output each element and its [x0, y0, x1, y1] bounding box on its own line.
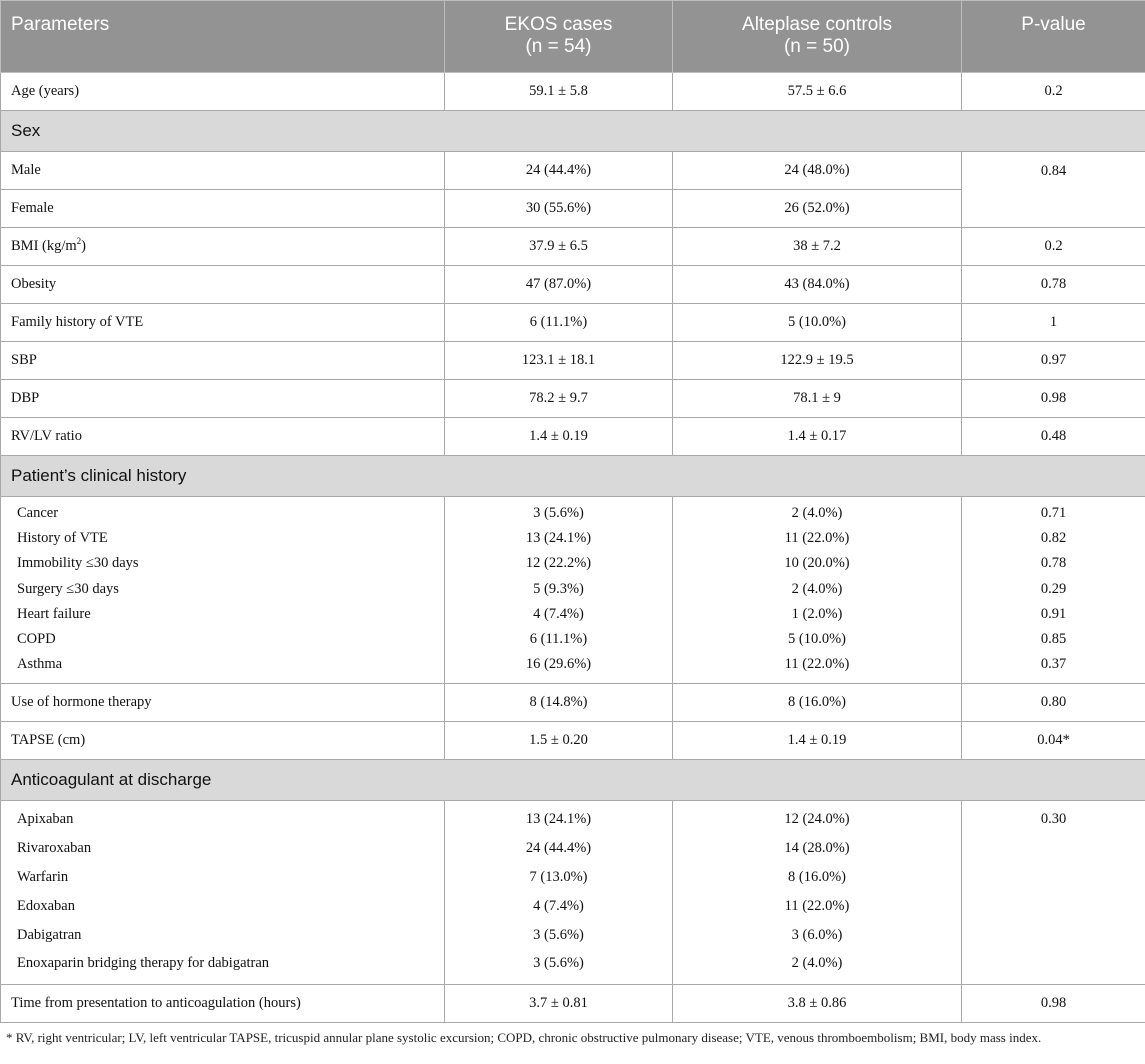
p-value: 0.91: [1040, 605, 1067, 622]
bmi-label-end: ): [81, 238, 86, 254]
p-value: 0.2: [962, 228, 1145, 266]
table-row-dbp: [1, 380, 1145, 418]
p-value: 0.71: [1040, 505, 1067, 521]
ekos-value: 5 (9.3%): [533, 580, 584, 597]
table-row-anticoagulant-group: [1, 801, 1145, 985]
alteplase-value: 11 (22.0%): [784, 656, 850, 673]
clinical-alteplase-values: [673, 497, 962, 684]
p-value: 0.85: [1040, 630, 1067, 647]
ekos-value: 37.9 ± 6.5: [445, 228, 673, 266]
clinical-label: COPD: [17, 630, 56, 647]
table-row-clinical-history-group: [1, 497, 1145, 684]
p-value: 0.82: [1040, 530, 1067, 547]
section-title: Sex: [1, 111, 1145, 152]
p-value: 0.97: [962, 342, 1145, 380]
p-value: 0.2: [962, 73, 1145, 111]
bmi-label: BMI (kg/m: [11, 238, 77, 254]
table-footnote: * RV, right ventricular; LV, left ventricular TAPSE, tricuspid annular plane systolic excursion; COPD, chronic obstructive pulmonary disease; VTE, venous thromboembolism; BMI, body mass index.: [6, 1030, 1042, 1045]
ekos-value: 30 (55.6%): [445, 190, 673, 228]
p-value: 0.98: [962, 380, 1145, 418]
header-alteplase-n: (n = 50): [783, 36, 850, 57]
alteplase-value: 2 (4.0%): [791, 580, 843, 597]
header-parameters: Parameters: [1, 1, 445, 73]
p-value: 0.78: [962, 266, 1145, 304]
ekos-value: 47 (87.0%): [445, 266, 673, 304]
ekos-value: 4 (7.4%): [533, 605, 584, 622]
alteplase-value: 57.5 ± 6.6: [673, 73, 962, 111]
row-label: [1, 228, 445, 266]
table-row-time-to-anticoagulation: [1, 985, 1145, 1023]
p-value: 0.48: [962, 418, 1145, 456]
alteplase-value: 12 (24.0%): [784, 811, 850, 828]
section-title: Anticoagulant at discharge: [1, 760, 1145, 801]
bmi-label-superscript: 2: [76, 236, 82, 247]
alteplase-value: 38 ± 7.2: [673, 228, 962, 266]
alteplase-value: 3 (6.0%): [791, 926, 843, 943]
alteplase-value: 2 (4.0%): [791, 505, 843, 521]
p-value: 1: [962, 304, 1145, 342]
ekos-value: 3.7 ± 0.81: [445, 985, 673, 1023]
ekos-value: 78.2 ± 9.7: [445, 380, 673, 418]
row-label: TAPSE (cm): [1, 722, 445, 760]
clinical-label: Cancer: [17, 505, 59, 521]
table-row-male: [1, 152, 1145, 190]
ekos-value: 7 (13.0%): [529, 868, 588, 885]
clinical-label: Asthma: [17, 656, 63, 673]
anticoagulant-label: Dabigatran: [17, 926, 82, 943]
p-value: 0.30: [1040, 811, 1067, 828]
ekos-value: 1.5 ± 0.20: [445, 722, 673, 760]
section-row-sex: [1, 111, 1145, 152]
table-row-bmi: [1, 228, 1145, 266]
row-label: Time from presentation to anticoagulation (hours): [1, 985, 445, 1023]
header-alteplase-title: Alteplase controls: [742, 14, 892, 35]
table-row-rv-lv-ratio: [1, 418, 1145, 456]
ekos-value: 1.4 ± 0.19: [445, 418, 673, 456]
alteplase-value: 11 (22.0%): [784, 897, 850, 914]
alteplase-value: 1.4 ± 0.19: [673, 722, 962, 760]
ekos-value: 24 (44.4%): [445, 152, 673, 190]
row-label: DBP: [1, 380, 445, 418]
alteplase-value: 5 (10.0%): [673, 304, 962, 342]
alteplase-value: 11 (22.0%): [784, 530, 850, 547]
p-value: 0.78: [1040, 555, 1067, 572]
p-value: 0.98: [962, 985, 1145, 1023]
ekos-value: 123.1 ± 18.1: [445, 342, 673, 380]
table-row-family-vte: [1, 304, 1145, 342]
anticoagulant-p-value-cell: [962, 801, 1145, 985]
ekos-value: 8 (14.8%): [445, 684, 673, 722]
p-value: 0.37: [1040, 656, 1067, 673]
ekos-value: 13 (24.1%): [525, 530, 592, 547]
p-value: 0.84: [962, 152, 1145, 228]
alteplase-value: 122.9 ± 19.5: [673, 342, 962, 380]
table-header-row: [1, 1, 1145, 73]
row-label: Age (years): [1, 73, 445, 111]
alteplase-value: 5 (10.0%): [788, 630, 846, 647]
anticoagulant-label: Rivaroxaban: [17, 840, 92, 857]
section-title: Patient’s clinical history: [1, 456, 1145, 497]
p-value: 0.80: [962, 684, 1145, 722]
ekos-value: 6 (11.1%): [445, 304, 673, 342]
row-label: Family history of VTE: [1, 304, 445, 342]
alteplase-value: 78.1 ± 9: [673, 380, 962, 418]
anticoagulant-labels: [1, 801, 445, 985]
p-value: 0.04*: [962, 722, 1145, 760]
table-row-age: [1, 73, 1145, 111]
row-label: RV/LV ratio: [1, 418, 445, 456]
ekos-value: 3 (5.6%): [533, 926, 584, 943]
alteplase-value: 1 (2.0%): [791, 605, 843, 622]
alteplase-value: 26 (52.0%): [673, 190, 962, 228]
alteplase-value: 3.8 ± 0.86: [673, 985, 962, 1023]
p-value: 0.29: [1040, 580, 1067, 597]
row-label: Female: [1, 190, 445, 228]
ekos-value: 24 (44.4%): [525, 840, 592, 857]
header-ekos-n: (n = 54): [525, 36, 592, 57]
header-ekos-cases: [445, 1, 673, 73]
table-row-obesity: [1, 266, 1145, 304]
ekos-value: 59.1 ± 5.8: [445, 73, 673, 111]
alteplase-value: 8 (16.0%): [788, 868, 846, 885]
header-ekos-title: EKOS cases: [504, 14, 613, 35]
anticoagulant-label: Apixaban: [17, 811, 74, 828]
anticoagulant-alteplase-values: [673, 801, 962, 985]
row-label: Use of hormone therapy: [1, 684, 445, 722]
anticoagulant-label: Warfarin: [17, 868, 69, 885]
header-alteplase-controls: [673, 1, 962, 73]
row-label: Obesity: [1, 266, 445, 304]
alteplase-value: 8 (16.0%): [673, 684, 962, 722]
alteplase-value: 10 (20.0%): [784, 555, 850, 572]
ekos-value: 6 (11.1%): [529, 630, 588, 647]
anticoagulant-label: Edoxaban: [17, 897, 75, 914]
ekos-value: 13 (24.1%): [525, 811, 592, 828]
anticoagulant-ekos-values: [445, 801, 673, 985]
alteplase-value: 43 (84.0%): [673, 266, 962, 304]
ekos-value: 4 (7.4%): [533, 897, 584, 914]
ekos-value: 3 (5.6%): [533, 955, 584, 972]
header-p-value: P-value: [962, 1, 1145, 73]
anticoagulant-label: Enoxaparin bridging therapy for dabigatran: [17, 955, 270, 972]
alteplase-value: 1.4 ± 0.17: [673, 418, 962, 456]
row-label: SBP: [1, 342, 445, 380]
ekos-value: 3 (5.6%): [533, 505, 584, 521]
clinical-label: Heart failure: [17, 605, 91, 622]
clinical-p-values: [962, 497, 1145, 684]
clinical-ekos-values: [445, 497, 673, 684]
clinical-labels: [1, 497, 445, 684]
table-row-sbp: [1, 342, 1145, 380]
section-row-anticoagulant: [1, 760, 1145, 801]
alteplase-value: 24 (48.0%): [673, 152, 962, 190]
alteplase-value: 14 (28.0%): [784, 840, 850, 857]
ekos-value: 16 (29.6%): [525, 656, 592, 673]
ekos-value: 12 (22.2%): [525, 555, 592, 572]
clinical-label: Immobility ≤30 days: [17, 555, 139, 572]
alteplase-value: 2 (4.0%): [791, 955, 843, 972]
clinical-label: History of VTE: [17, 530, 108, 547]
section-row-clinical-history: [1, 456, 1145, 497]
row-label: Male: [1, 152, 445, 190]
table-row-hormone-therapy: [1, 684, 1145, 722]
table-row-tapse: [1, 722, 1145, 760]
clinical-label: Surgery ≤30 days: [17, 580, 119, 597]
